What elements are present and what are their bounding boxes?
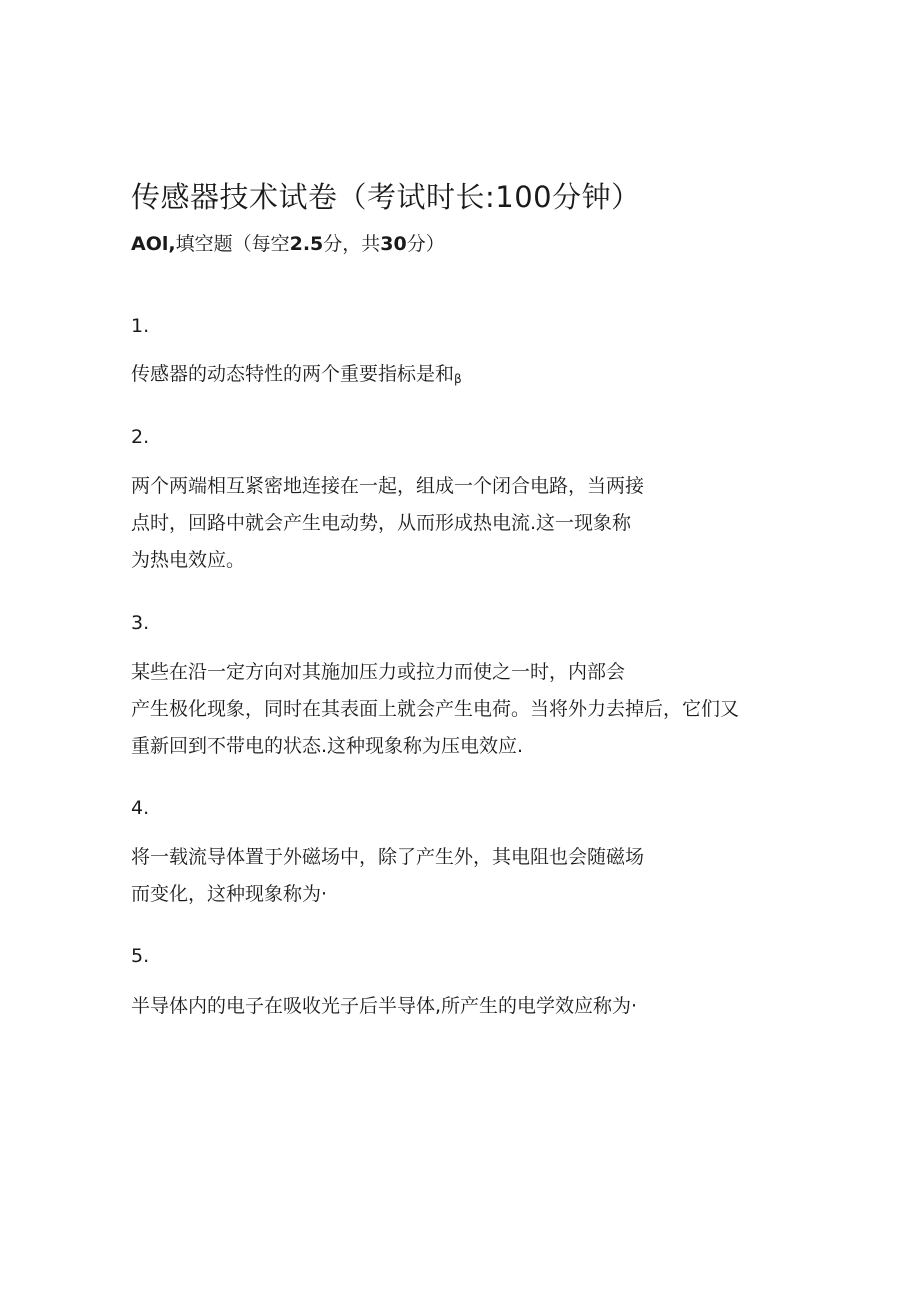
question-text (131, 988, 637, 1025)
question-number: 3. (131, 612, 150, 634)
section-prefix: AOl, (131, 233, 176, 255)
question-line: 某些在沿一定方向对其施加压力或拉力而使之一时，内部会 (131, 661, 626, 683)
points-total: 30 (380, 233, 407, 255)
question-line: 重新回到不带电的状态.这种现象称为压电效应. (131, 735, 524, 757)
question-line: 两个两端相互紧密地连接在一起，组成一个闭合电路，当两接 (131, 475, 645, 497)
section-mid: 分，共 (323, 233, 381, 255)
question-text (131, 468, 644, 579)
question-text (131, 654, 739, 765)
question-number: 4. (131, 797, 150, 819)
question-number: 2. (131, 426, 150, 448)
question-number: 5. (131, 945, 150, 967)
question-line: 点时，回路中就会产生电动势，从而形成热电流.这一现象称 (131, 512, 632, 534)
question-line: 为热电效应。 (131, 549, 246, 571)
question-line: 产生极化现象，同时在其表面上就会产生电荷。当将外力去掉后，它们又 (131, 698, 740, 720)
exam-title: 传感器技术试卷（考试时长:100分钟） (131, 180, 641, 214)
question-line-text: 传感器的动态特性的两个重要指标是和 (131, 363, 455, 385)
question-line: 半导体内的电子在吸收光子后半导体,所产生的电学效应称为· (131, 995, 638, 1017)
question-line: 而变化，这种现象称为· (131, 883, 328, 905)
section-label: 填空题（每空 (175, 233, 290, 255)
question-text (131, 839, 644, 913)
question-number: 1. (131, 315, 150, 337)
question-line (131, 356, 462, 398)
points-each: 2.5 (289, 233, 324, 255)
section-suffix: 分） (406, 233, 445, 255)
question-line: 将一载流导体置于外磁场中，除了产生外，其电阻也会随磁场 (131, 846, 645, 868)
question-trailing-mark: β (454, 372, 462, 386)
section-heading (131, 230, 445, 258)
question-text (131, 356, 462, 398)
